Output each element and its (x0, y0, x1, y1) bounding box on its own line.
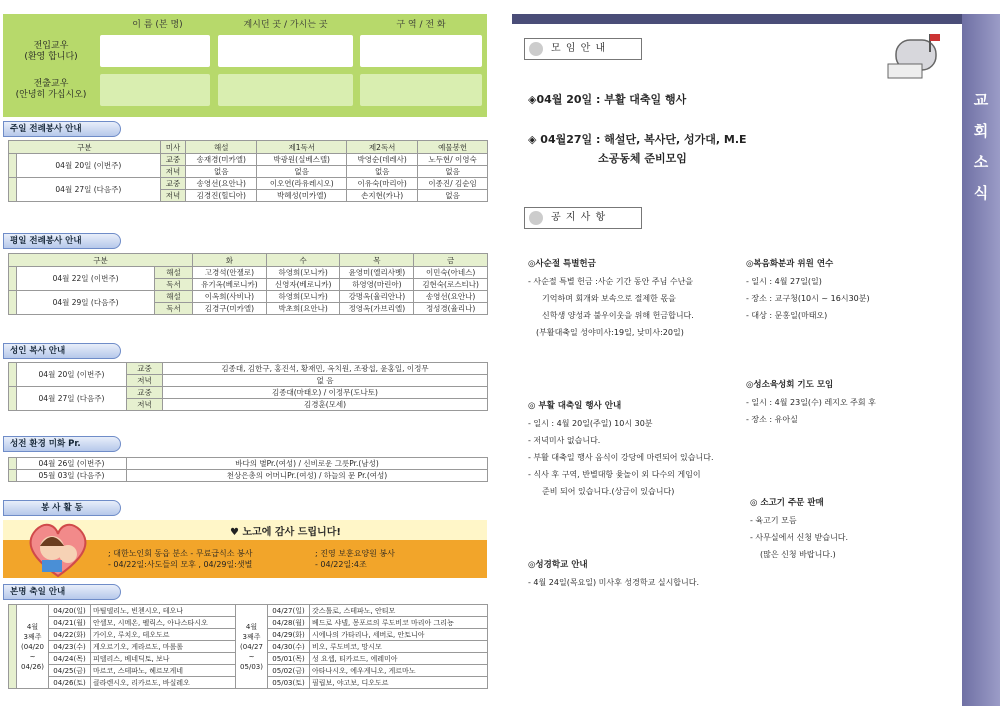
cell: 유기옥(베로니카) (193, 279, 267, 291)
cell: 하영희(모니카) (266, 267, 340, 279)
wk: 05/03) (240, 662, 263, 671)
names: 비오, 루도비코, 망시모 (310, 641, 488, 653)
names: 마르코, 스테파노, 헤르모게네 (91, 665, 236, 677)
notice-line: (많은 신청 바랍니다.) (760, 550, 836, 559)
names: 아타나시오, 에우게니오, 게르마노 (310, 665, 488, 677)
th: 구분 (9, 254, 193, 267)
day: 04/23(수) (49, 641, 91, 653)
cell: 윤영미(엘리사벳) (340, 267, 414, 279)
mass: 교중 (160, 154, 185, 166)
sidebar-char: 식 (973, 184, 989, 202)
notice-beef (750, 495, 848, 563)
nameday-table (8, 604, 488, 689)
th: 미사 (160, 141, 185, 154)
incoming-name-field[interactable] (100, 35, 210, 67)
cell: 신영자(베로니카) (266, 279, 340, 291)
notice-title-line: ◎ 부활 대축일 행사 안내 (528, 401, 622, 411)
notice-line: - 사무실에서 신청 받습니다. (750, 533, 849, 542)
day: 04/30(수) (268, 641, 310, 653)
cell: 없음 (418, 190, 488, 202)
mailbox-icon (884, 30, 948, 86)
cell: 이종진/ 김순임 (418, 178, 488, 190)
notice-header (524, 207, 642, 229)
day: 04/29(화) (268, 629, 310, 641)
date: 04월 22일 (이번주) (17, 267, 155, 291)
service-right-2: - 04/22일:4조 (315, 560, 367, 569)
incoming-place-field[interactable] (218, 35, 353, 67)
cell: 천상은총의 어머니Pr.(여성) / 하늘의 문 Pr.(여성) (127, 470, 488, 482)
sunday-table (8, 140, 488, 202)
sidebar-char: 교 (973, 91, 989, 109)
altar-table (8, 362, 488, 411)
cell: 없음 (418, 166, 488, 178)
cell: 없 음 (163, 375, 488, 387)
cell: 김경훈(모세) (163, 399, 488, 411)
notice-line: - 장소 : 교구청(10시 ~ 16시30분) (746, 294, 870, 303)
cell: 손지현(카나) (347, 190, 418, 202)
outgoing-district-field[interactable] (360, 74, 482, 106)
altar-section-title: 성인 복사 안내 (3, 343, 121, 359)
service-left (108, 548, 253, 570)
names: 가이오, 루치오, 테오도르 (91, 629, 236, 641)
week1-label (17, 605, 49, 689)
wk: (04/20 (21, 642, 44, 651)
cell: 송재경(미카엘) (186, 154, 257, 166)
mass: 저녁 (127, 399, 163, 411)
notice-title-line: ◎성소육성회 기도 모임 (746, 380, 834, 390)
wk: ~ (29, 652, 36, 661)
day: 04/25(금) (49, 665, 91, 677)
outgoing-name-field[interactable] (100, 74, 210, 106)
notice-evangel (746, 256, 870, 324)
th: 해설 (186, 141, 257, 154)
cell: 하영희(모니카) (266, 291, 340, 303)
volunteer-illustration (22, 518, 94, 580)
meeting-item-1: ◈04월 20일 : 부활 대축일 행사 (528, 93, 687, 106)
names: 클라렌시오, 리카르도, 바실레오 (91, 677, 236, 689)
notice-line: 신학생 양성과 불우이웃을 위해 헌금합니다. (542, 311, 694, 320)
thanks-text (230, 523, 341, 538)
mass: 저녁 (127, 375, 163, 387)
weekday-table (8, 253, 488, 315)
day: 04/28(월) (268, 617, 310, 629)
th: 구분 (9, 141, 161, 154)
day: 05/03(토) (268, 677, 310, 689)
date: 04월 27일 (다음주) (17, 387, 127, 411)
notice-line: 준비 되어 있습니다.(상금이 있습니다) (542, 487, 675, 496)
cell: 이민숙(아네스) (414, 267, 488, 279)
cell: 없음 (347, 166, 418, 178)
outgoing-label: 전출교우 (안녕히 가십시오) (15, 79, 87, 100)
names: 게오르기오, 게라르도, 마롤롤 (91, 641, 236, 653)
service-right (315, 548, 395, 570)
notice-line: 기억하며 회개와 보속으로 절제한 몫을 (542, 294, 676, 303)
cell: 바다의 별Pr.(여성) / 신비로운 그릇Pr.(남성) (127, 458, 488, 470)
cell: 박초희(요안나) (266, 303, 340, 315)
th: 화 (193, 254, 267, 267)
cell: 박영순(데레사) (347, 154, 418, 166)
cell: 박혜성(미카엘) (257, 190, 347, 202)
service-left-1: ; 대한노인회 동읍 분소 - 무료급식소 봉사 (108, 549, 253, 558)
notice-title-line: ◎복음화분과 위원 연수 (746, 259, 834, 269)
notice-line: - 4월 24일(목요일) 미사후 성경학교 실시합니다. (528, 578, 700, 587)
outgoing-place-field[interactable] (218, 74, 353, 106)
names: 피델리스, 베네딕토, 보나 (91, 653, 236, 665)
th: 제1독서 (257, 141, 347, 154)
service-right-1: ; 진영 보훈요양원 봉사 (315, 549, 395, 558)
notice-line: - 저녁미사 없습니다. (528, 436, 601, 445)
names: 성 요셉, 티카르드, 에레미아 (310, 653, 488, 665)
mass: 교중 (127, 363, 163, 375)
date: 04월 20일 (이번주) (17, 154, 161, 178)
cell: 송영선(요안나) (186, 178, 257, 190)
cell: 이유숙(마리아) (347, 178, 418, 190)
notice-line: - 사순절 특별 헌금 :사순 기간 동안 주님 수난을 (528, 277, 694, 286)
heart-icon: ♥ (230, 527, 239, 538)
notice-line: - 일시 : 4월 23일(수) 레지오 주회 후 (746, 398, 876, 407)
cell: 김종대(마태오) / 이정무(도나토) (163, 387, 488, 399)
speaker-icon (529, 211, 543, 225)
day: 04/20(일) (49, 605, 91, 617)
mass: 교중 (160, 178, 185, 190)
names: 시에나의 가타리나, 세버로, 안토니아 (310, 629, 488, 641)
role: 해설 (155, 267, 193, 279)
day: 05/01(목) (268, 653, 310, 665)
role: 해설 (155, 291, 193, 303)
wk: 3째주 (23, 632, 42, 641)
wk: ~ (248, 652, 255, 661)
speaker-icon (529, 42, 543, 56)
service-left-2: - 04/22일:사도들의 모후 , 04/29일:샛별 (108, 560, 253, 569)
day: 04/27(일) (268, 605, 310, 617)
nameday-section-title: 본명 축일 안내 (3, 584, 121, 600)
incoming-district-field[interactable] (360, 35, 482, 67)
date: 04월 20일 (이번주) (17, 363, 127, 387)
cell: 김경진(힐디아) (186, 190, 257, 202)
sidebar-char: 회 (973, 122, 989, 140)
sunday-section-title: 주일 전례봉사 안내 (3, 121, 121, 137)
day: 05/02(금) (268, 665, 310, 677)
cell: 정성경(율리나) (414, 303, 488, 315)
names: 갓스톨로, 스테파노, 안티모 (310, 605, 488, 617)
week2-label (236, 605, 268, 689)
date: 04월 26일 (이번주) (17, 458, 127, 470)
notice-line: - 육고기 모듬 (750, 516, 797, 525)
header-place: 계시던 곳 / 가시는 곳 (243, 20, 328, 30)
names: 베드로 샤넬, 몽포르의 루도비코 마리아 그리뇽 (310, 617, 488, 629)
notice-title-line: ◎성경학교 안내 (528, 560, 588, 570)
notice-line: - 부활 대축일 행사 음식이 강당에 마련되어 있습니다. (528, 453, 714, 462)
cell: 노두현/ 이영숙 (418, 154, 488, 166)
notice-line: (부활대축일 성야미사:19일, 낮미사:20일) (536, 328, 684, 337)
notice-line: - 식사 후 구역, 반별대항 윷놀이 외 다수의 게임이 (528, 470, 701, 479)
date: 04월 29일 (다음주) (17, 291, 155, 315)
notice-lent (528, 256, 694, 341)
day: 04/21(월) (49, 617, 91, 629)
day: 04/24(목) (49, 653, 91, 665)
notice-line: - 대상 : 문홍일(마태오) (746, 311, 828, 320)
cell: 이옥희(사비나) (193, 291, 267, 303)
cell: 김경구(미카엘) (193, 303, 267, 315)
th: 금 (414, 254, 488, 267)
notice-vocation (746, 377, 876, 428)
notice-title: 공 지 사 항 (551, 212, 607, 223)
meeting-header (524, 38, 642, 60)
names: 안셀모, 시메온, 펠릭스, 아나스타시오 (91, 617, 236, 629)
cell: 이오연(라유레시오) (257, 178, 347, 190)
cell: 송영선(요안나) (414, 291, 488, 303)
cell: 정영옥(가브리엘) (340, 303, 414, 315)
notice-line: - 장소 : 유아실 (746, 415, 798, 424)
day: 04/22(화) (49, 629, 91, 641)
cell: 김현숙(로스티나) (414, 279, 488, 291)
mass: 교중 (127, 387, 163, 399)
mass: 저녁 (160, 190, 185, 202)
wk: 4월 (26, 622, 39, 631)
cell: 고경석(안젤로) (193, 267, 267, 279)
th: 목 (340, 254, 414, 267)
notice-line: - 일시 : 4월 20일(주일) 10시 30분 (528, 419, 653, 428)
wk: 4월 (245, 622, 258, 631)
wk: 3째주 (242, 632, 261, 641)
sidebar (962, 14, 1000, 706)
service-section-title: 봉 사 활 동 (3, 500, 121, 516)
header-name: 이 름 (본 명) (132, 20, 183, 30)
mass: 저녁 (160, 166, 185, 178)
date: 04월 27일 (다음주) (17, 178, 161, 202)
notice-easter (528, 398, 714, 500)
cell: 없음 (257, 166, 347, 178)
role: 독서 (155, 279, 193, 291)
meeting-title: 모 임 안 내 (551, 43, 607, 54)
date: 05월 03일 (다음주) (17, 470, 127, 482)
header-district: 구 역 / 전 화 (396, 20, 446, 30)
wk: 04/26) (21, 662, 44, 671)
cell: 강명옥(율리안나) (340, 291, 414, 303)
th: 수 (266, 254, 340, 267)
day: 04/26(토) (49, 677, 91, 689)
weekday-section-title: 평일 전례봉사 안내 (3, 233, 121, 249)
env-section-title: 성전 환경 미화 Pr. (3, 436, 121, 452)
incoming-label: 전입교우 (환영 합니다) (24, 41, 78, 62)
names: 필립보, 야고보, 디오도르 (310, 677, 488, 689)
notice-bible (528, 557, 699, 591)
notice-line: - 일시 : 4월 27일(일) (746, 277, 822, 286)
cell: 박광원(실베스텔) (257, 154, 347, 166)
sidebar-char: 소 (973, 153, 989, 171)
th: 예물봉헌 (418, 141, 488, 154)
top-bar (512, 14, 962, 24)
meeting-item-2: ◈ 04월27일 : 해설단, 복사단, 성가대, M.E (528, 133, 747, 146)
thanks-label: 노고에 감사 드립니다! (242, 527, 341, 538)
notice-title-line: ◎ 소고기 주문 판매 (750, 498, 824, 508)
role: 독서 (155, 303, 193, 315)
cell: 없음 (186, 166, 257, 178)
wk: (04/27 (240, 642, 263, 651)
meeting-item-2b: 소공동체 준비모임 (598, 152, 687, 165)
cell: 김종대, 김한구, 홍진석, 황재민, 옥치원, 조광섭, 윤홍일, 이정무 (163, 363, 488, 375)
notice-title-line: ◎사순절 특별헌금 (528, 259, 596, 269)
names: 마틸델리노, 빈첸시오, 테오나 (91, 605, 236, 617)
th: 제2독서 (347, 141, 418, 154)
cell: 하영영(마린아) (340, 279, 414, 291)
env-table (8, 457, 488, 482)
